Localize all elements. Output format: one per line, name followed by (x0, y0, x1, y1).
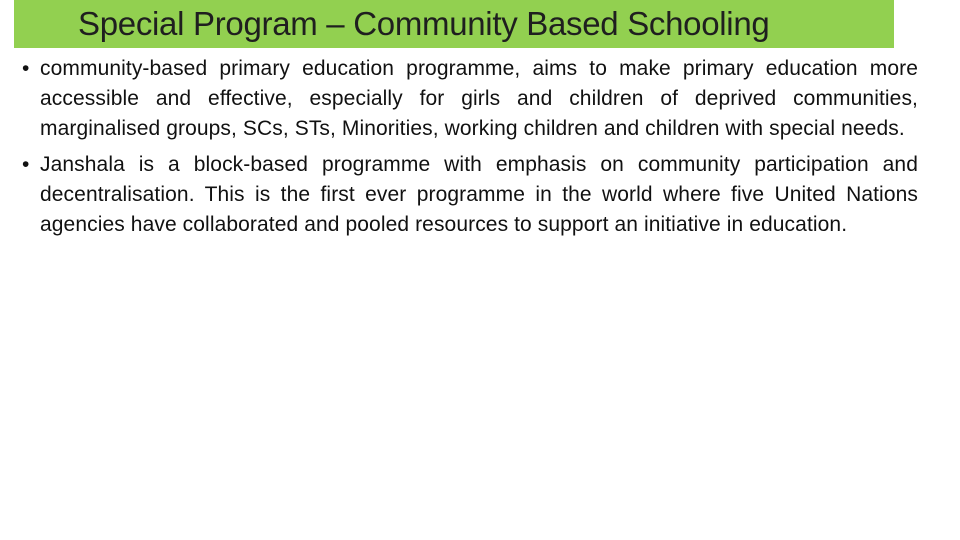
bullet-item (22, 150, 918, 240)
bullet-text: Janshala is a block-based programme with emphasis on community participation and decentralisation. This is the first ever programme in the world where five United Nations agencies have collaborated and pooled resources to support an initiative in education. (40, 153, 918, 236)
bullet-list (22, 54, 918, 246)
slide-title: Special Program – Community Based Schooling (78, 5, 770, 42)
bullet-item (22, 54, 918, 144)
bullet-text: community-based primary education programme, aims to make primary education more accessible and effective, especially for girls and children of deprived communities, marginalised groups, SCs, STs, Minorities, working children and children with special needs. (40, 57, 918, 140)
bullet-icon: • (22, 57, 30, 80)
bullet-icon: • (22, 153, 30, 176)
